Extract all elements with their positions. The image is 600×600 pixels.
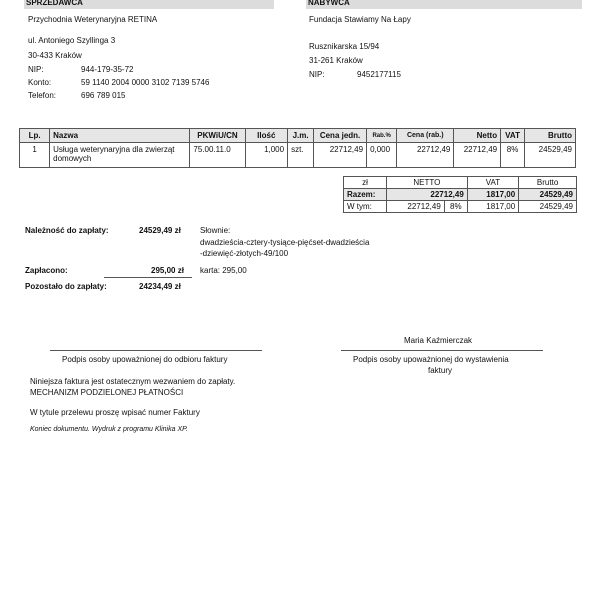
buyer-nip: 9452177115 bbox=[357, 70, 401, 79]
summary-incl-row bbox=[344, 201, 577, 213]
row-pkwiu: 75.00.11.0 bbox=[190, 143, 245, 168]
row-price: 22712,49 bbox=[314, 143, 367, 168]
buyer-city: 31-261 Kraków bbox=[309, 56, 363, 65]
seller-account-label: Konto: bbox=[28, 78, 52, 87]
paid-method: karta: 295,00 bbox=[200, 266, 247, 275]
seller-nip: 944-179-35-72 bbox=[81, 65, 134, 74]
items-table bbox=[19, 128, 576, 168]
row-name: Usługa weterynaryjna dla zwierząt domowych bbox=[50, 143, 190, 168]
summary-incl-label: W tym: bbox=[344, 201, 387, 213]
col-qty: Ilość bbox=[245, 129, 288, 143]
summary-h-vat: VAT bbox=[467, 177, 518, 189]
due-value: 24529,49 zł bbox=[139, 226, 181, 235]
summary-h-gross: Brutto bbox=[519, 177, 577, 189]
remaining-label: Pozostało do zapłaty: bbox=[25, 282, 107, 291]
transfer-note: W tytule przelewu proszę wpisać numer Faktury bbox=[30, 408, 200, 417]
summary-total-vat: 1817,00 bbox=[467, 189, 518, 201]
seller-name: Przychodnia Weterynaryjna RETINA bbox=[28, 15, 158, 24]
items-header-row bbox=[20, 129, 576, 143]
seller-header-bar bbox=[24, 0, 274, 9]
paid-label: Zapłacono: bbox=[25, 266, 68, 275]
words-label: Słownie: bbox=[200, 226, 231, 235]
summary-h-net: NETTO bbox=[387, 177, 468, 189]
seller-phone-label: Telefon: bbox=[28, 91, 57, 100]
receiver-caption: Podpis osoby upoważnionej do odbioru faktury bbox=[62, 355, 228, 364]
receiver-signature-line bbox=[50, 350, 262, 351]
summary-total-row bbox=[344, 189, 577, 201]
buyer-heading: NABYWCA bbox=[308, 0, 350, 7]
buyer-nip-label: NIP: bbox=[309, 70, 325, 79]
row-lp: 1 bbox=[20, 143, 50, 168]
seller-heading: SPRZEDAWCA bbox=[26, 0, 83, 7]
remaining-value: 24234,49 zł bbox=[139, 282, 181, 291]
col-price: Cena jedn. bbox=[314, 129, 367, 143]
summary-total-net: 22712,49 bbox=[387, 189, 468, 201]
seller-phone: 696 789 015 bbox=[81, 91, 126, 100]
row-gross: 24529,49 bbox=[525, 143, 576, 168]
buyer-header-bar bbox=[306, 0, 582, 9]
seller-account: 59 1140 2004 0000 3102 7139 5746 bbox=[81, 78, 210, 87]
summary-incl-vat: 1817,00 bbox=[467, 201, 518, 213]
words-line-1: dwadzieścia-cztery-tysiące-pięćset-dwadzieścia bbox=[200, 238, 370, 247]
due-label: Należność do zapłaty: bbox=[25, 226, 109, 235]
issuer-name: Maria Kaźmierczak bbox=[404, 336, 473, 345]
issuer-signature-line bbox=[341, 350, 543, 351]
issuer-caption-1: Podpis osoby upoważnionej do wystawienia bbox=[353, 355, 509, 364]
col-unit: J.m. bbox=[288, 129, 314, 143]
summary-incl-net: 22712,49 bbox=[387, 201, 445, 213]
buyer-name: Fundacja Stawiamy Na Łapy bbox=[309, 15, 411, 24]
row-discount: 0,000 bbox=[367, 143, 397, 168]
buyer-street: Rusznikarska 15/94 bbox=[309, 42, 380, 51]
summary-total-label: Razem: bbox=[344, 189, 387, 201]
summary-incl-rate: 8% bbox=[444, 201, 467, 213]
final-notice: Niniejsza faktura jest ostatecznym wezwaniem do zapłaty. bbox=[30, 377, 236, 386]
paid-value: 295,00 zł bbox=[151, 266, 184, 275]
col-price-disc: Cena (rab.) bbox=[397, 129, 454, 143]
seller-nip-label: NIP: bbox=[28, 65, 44, 74]
col-discount: Rab.% bbox=[367, 129, 397, 143]
row-unit: szt. bbox=[288, 143, 314, 168]
paid-underline bbox=[104, 277, 192, 278]
summary-currency: zł bbox=[344, 177, 387, 189]
col-gross: Brutto bbox=[525, 129, 576, 143]
summary-table bbox=[343, 176, 577, 213]
row-qty: 1,000 bbox=[245, 143, 288, 168]
end-note: Koniec dokumentu. Wydruk z programu Klinika XP. bbox=[30, 426, 188, 433]
col-pkwiu: PKWiU/CN bbox=[190, 129, 245, 143]
row-price-disc: 22712,49 bbox=[397, 143, 454, 168]
words-line-2: -dziewięć-złotych-49/100 bbox=[200, 249, 289, 258]
col-name: Nazwa bbox=[50, 129, 190, 143]
summary-total-gross: 24529,49 bbox=[519, 189, 577, 201]
col-net: Netto bbox=[454, 129, 501, 143]
issuer-caption-2: faktury bbox=[428, 366, 453, 375]
col-vat: VAT bbox=[501, 129, 525, 143]
col-lp: Lp. bbox=[20, 129, 50, 143]
seller-city: 30-433 Kraków bbox=[28, 51, 82, 60]
row-vat: 8% bbox=[501, 143, 525, 168]
seller-street: ul. Antoniego Szyllinga 3 bbox=[28, 36, 116, 45]
summary-incl-gross: 24529,49 bbox=[519, 201, 577, 213]
row-net: 22712,49 bbox=[454, 143, 501, 168]
table-row bbox=[20, 143, 576, 168]
summary-header-row bbox=[344, 177, 577, 189]
split-payment-note: MECHANIZM PODZIELONEJ PŁATNOŚCI bbox=[30, 388, 184, 397]
